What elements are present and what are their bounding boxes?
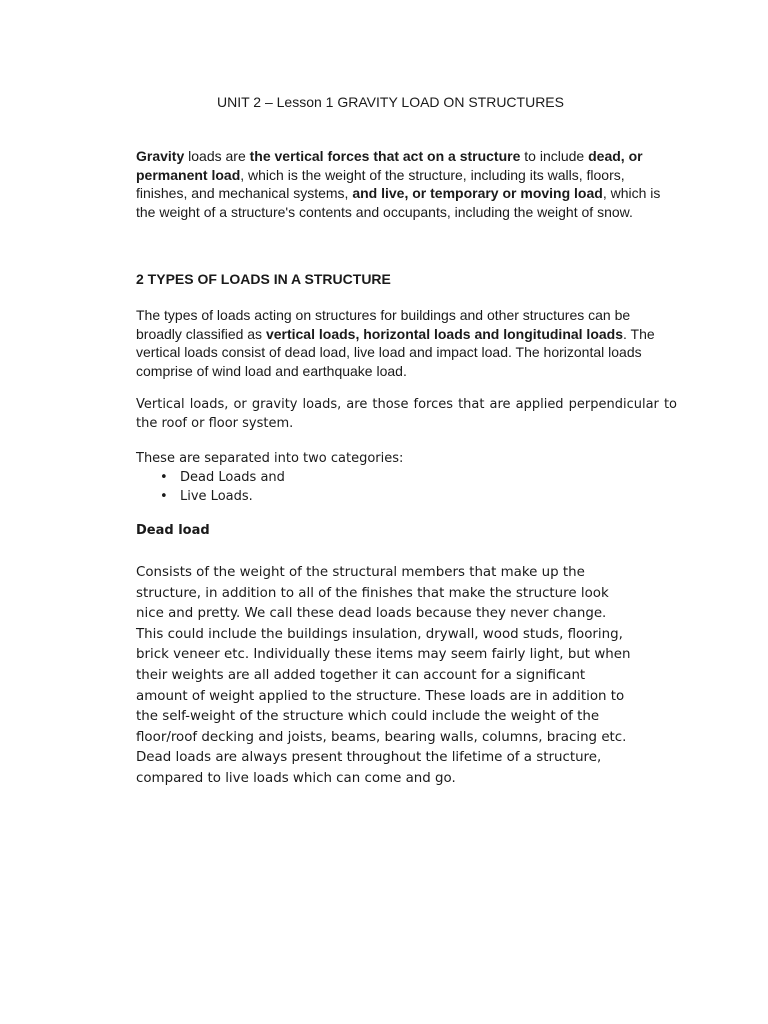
paragraph-line: Dead loads are always present throughout the lifetime of a structure, (136, 750, 602, 766)
intro-bold-vertical-forces: the vertical forces that act on a structure (249, 148, 521, 164)
bullet-icon: • (160, 489, 168, 504)
dead-load-heading: Dead load (136, 523, 210, 538)
list-item (136, 468, 285, 487)
page-title: UNIT 2 – Lesson 1 GRAVITY LOAD ON STRUCTURES (217, 94, 564, 110)
paragraph-line: nice and pretty. We call these dead loads because they never change. (136, 606, 607, 622)
list-item (136, 487, 285, 506)
intro-text-4: , which is the weight of a structure's contents and occupants, including the weight of snow. (136, 185, 661, 220)
intro-text-1: loads are (184, 148, 250, 164)
list-item-label: Live Loads. (180, 489, 253, 504)
intro-bold-dead-load: dead, or permanent load (136, 148, 643, 183)
intro-text-2: to include (520, 148, 589, 164)
paragraph-line: floor/roof decking and joists, beams, bearing walls, columns, bracing etc. (136, 729, 627, 745)
dead-load-paragraph (136, 563, 681, 790)
categories-list (136, 468, 285, 506)
intro-bold-live-load: and live, or temporary or moving load (352, 185, 603, 201)
paragraph-line: structure, in addition to all of the finishes that make the structure look (136, 585, 609, 601)
paragraph-line: This could include the buildings insulation, drywall, wood studs, flooring, (136, 626, 623, 642)
paragraph-line: amount of weight applied to the structure. These loads are in addition to (136, 688, 625, 704)
intro-bold-gravity: Gravity (136, 148, 185, 164)
paragraph-line: the self-weight of the structure which could include the weight of the (136, 709, 600, 725)
types-text-1: The types of loads acting on structures for buildings and other structures can be broadly classified as (136, 307, 631, 342)
categories-intro: These are separated into two categories: (136, 451, 404, 466)
paragraph-line: compared to live loads which can come and go. (136, 770, 456, 786)
types-paragraph (136, 306, 677, 380)
paragraph-line: Consists of the weight of the structural members that make up the (136, 565, 585, 580)
intro-text-3: , which is the weight of the structure, including its walls, floors, finishes, and mechanical systems, (136, 166, 625, 201)
types-heading: 2 TYPES OF LOADS IN A STRUCTURE (136, 271, 391, 287)
intro-paragraph (136, 147, 677, 221)
types-bold-load-classes: vertical loads, horizontal loads and longitudinal loads (265, 325, 624, 342)
paragraph-line: brick veneer etc. Individually these items may seem fairly light, but when (136, 647, 631, 663)
bullet-icon: • (160, 470, 168, 485)
paragraph-line: their weights are all added together it can account for a significant (136, 667, 586, 683)
types-text-2: . The vertical loads consist of dead load, live load and impact load. The horizontal loads comprise of wind load and earthquake load. (136, 325, 655, 379)
list-item-label: Dead Loads and (180, 470, 285, 485)
vertical-loads-paragraph: Vertical loads, or gravity loads, are those forces that are applied perpendicular to the roof or floor system. (136, 397, 677, 431)
